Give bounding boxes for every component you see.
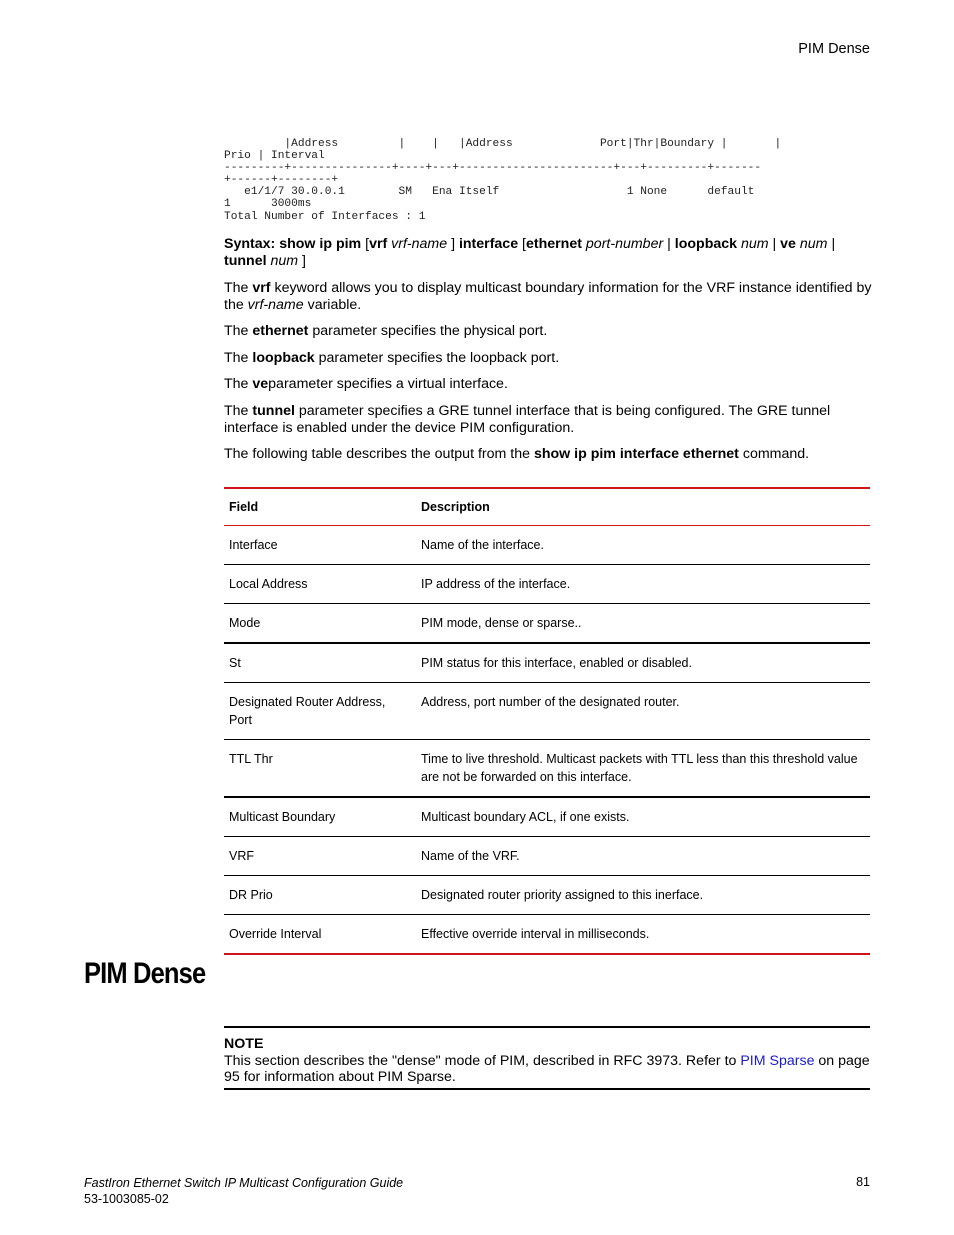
paragraph-vrf: The vrf keyword allows you to display multicast boundary information for the VRF instance identified by the vrf-name variable.	[224, 280, 872, 313]
note-text: This section describes the "dense" mode of PIM, described in RFC 3973. Refer to PIM Sparse on page 95 for information about PIM Sparse.	[224, 1052, 870, 1085]
footer-title: FastIron Ethernet Switch IP Multicast Configuration Guide	[84, 1176, 404, 1190]
syntax-line: Syntax: show ip pim [vrf vrf-name ] interface [ethernet port-number | loopback num | ve num | tunnel num ]	[224, 236, 836, 269]
field-cell: Multicast Boundary	[224, 797, 416, 837]
description-cell: IP address of the interface.	[416, 565, 870, 604]
field-cell: Mode	[224, 604, 416, 644]
paragraph-tunnel: The tunnel parameter specifies a GRE tunnel interface that is being configured. The GRE tunnel interface is enabled under the device PIM configuration.	[224, 403, 831, 436]
description-cell: Time to live threshold. Multicast packets with TTL less than this threshold value are not be forwarded on this interface.	[416, 740, 870, 798]
description-cell: Designated router priority assigned to this inerface.	[416, 876, 870, 915]
table-row	[224, 565, 870, 604]
footer-doc-number: 53-1003085-02	[84, 1192, 169, 1206]
field-description-table	[224, 487, 870, 955]
table-row	[224, 683, 870, 740]
pim-sparse-link[interactable]: PIM Sparse	[740, 1052, 815, 1069]
note-label: NOTE	[224, 1036, 264, 1052]
field-cell: VRF	[224, 837, 416, 876]
description-cell: PIM mode, dense or sparse..	[416, 604, 870, 644]
description-cell: Effective override interval in milliseconds.	[421, 927, 650, 941]
field-cell: Override Interval	[229, 927, 322, 941]
paragraph-ethernet: The ethernet parameter specifies the physical port.	[224, 323, 548, 339]
table-row	[224, 604, 870, 644]
table-row	[224, 740, 870, 798]
description-cell: Address, port number of the designated router.	[416, 683, 870, 740]
table-header-row	[224, 488, 870, 526]
paragraph-loopback: The loopback parameter specifies the loopback port.	[224, 350, 560, 366]
field-cell: Interface	[224, 526, 416, 565]
field-cell: Designated Router Address, Port	[224, 683, 416, 740]
column-header-field: Field	[224, 488, 416, 526]
description-cell: Name of the interface.	[416, 526, 870, 565]
field-cell: TTL Thr	[224, 740, 416, 798]
page-number: 81	[856, 1175, 870, 1189]
table-row	[224, 797, 870, 837]
description-cell: PIM status for this interface, enabled or disabled.	[416, 643, 870, 683]
cli-output: |Address | | |Address Port|Thr|Boundary | | Prio | Interval ---------+---------------+----+---+-----------------------+---+---------+------- +------+--------+ e1/1/7 30.0.0.1 SM Ena Itself 1 None default 1 3000ms Total Number of Interfaces : 1	[224, 138, 782, 223]
field-cell: St	[224, 643, 416, 683]
paragraph-ve: The veparameter specifies a virtual interface.	[224, 376, 508, 392]
table-row	[224, 876, 870, 915]
column-header-description: Description	[416, 488, 870, 526]
table-row	[224, 526, 870, 565]
description-cell: Name of the VRF.	[416, 837, 870, 876]
section-heading: PIM Dense	[84, 957, 206, 990]
description-cell: Multicast boundary ACL, if one exists.	[416, 797, 870, 837]
field-cell: Local Address	[224, 565, 416, 604]
running-header: PIM Dense	[798, 41, 870, 57]
field-cell: DR Prio	[224, 876, 416, 915]
table-row	[224, 837, 870, 876]
table-row	[224, 643, 870, 683]
table-row	[224, 915, 870, 955]
note-box	[224, 1026, 870, 1090]
paragraph-table-intro: The following table describes the output from the show ip pim interface ethernet command.	[224, 446, 810, 462]
footer-document-info	[84, 1175, 403, 1207]
